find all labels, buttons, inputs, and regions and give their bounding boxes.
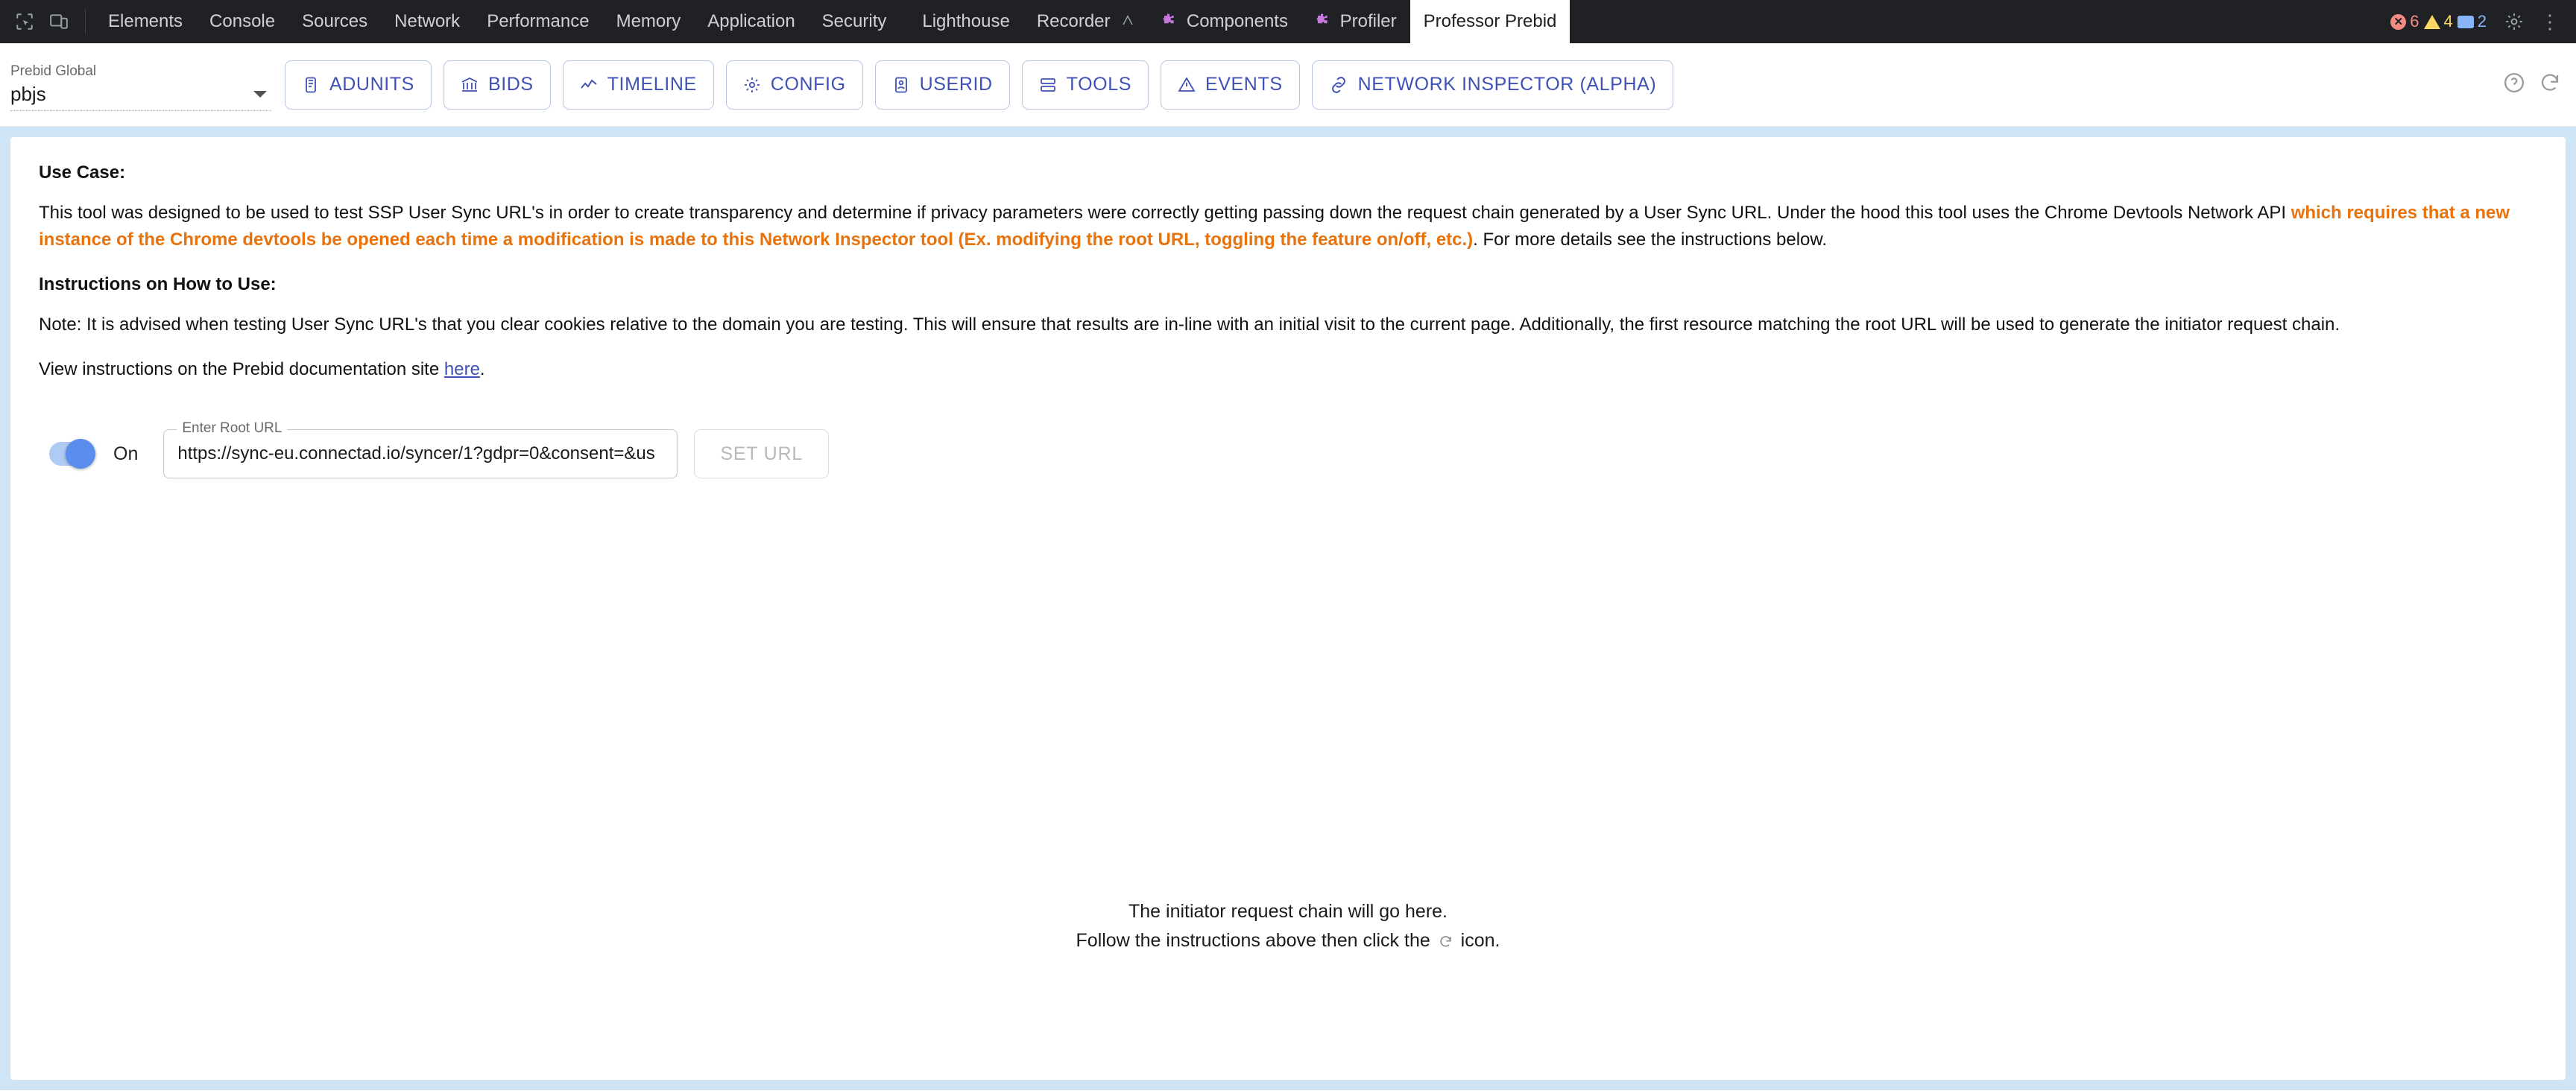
tab-bids[interactable] — [443, 60, 551, 110]
tab-label: Professor Prebid — [1423, 11, 1557, 31]
tab-timeline[interactable] — [563, 60, 714, 110]
react-puzzle-icon — [1161, 11, 1181, 31]
react-puzzle-icon — [1315, 11, 1334, 31]
help-circle-icon[interactable] — [2503, 72, 2525, 98]
prebid-toolbar — [0, 43, 2576, 127]
tab-label: CONFIG — [770, 74, 846, 95]
toggle-knob — [66, 439, 95, 469]
error-count: 6 — [2410, 12, 2419, 31]
documentation-suffix: . — [479, 359, 485, 379]
use-case-text-part2: . For more details see the instructions below. — [1473, 230, 1828, 250]
tab-label: Sources — [302, 11, 368, 31]
use-case-title: Use Case: — [39, 162, 126, 183]
gear-icon[interactable] — [2497, 4, 2531, 39]
prebid-tab-buttons — [285, 60, 1673, 110]
toolbar-actions — [2503, 72, 2561, 98]
tab-events[interactable] — [1161, 60, 1300, 110]
bank-icon — [461, 76, 479, 94]
userid-card-icon — [892, 76, 910, 94]
tab-label: ADUNITS — [329, 74, 414, 95]
prebid-global-value-row[interactable] — [10, 83, 271, 111]
placeholder-line-2 — [10, 926, 2566, 958]
network-inspector-panel — [10, 137, 2566, 1080]
adunits-icon — [302, 76, 320, 94]
warning-counter[interactable] — [2424, 12, 2453, 31]
recorder-icon — [1121, 11, 1134, 31]
prebid-global-select[interactable] — [10, 59, 271, 111]
network-inspector-toggle[interactable] — [49, 442, 95, 466]
use-case-warning-text: which requires that a new instance of the Chrome devtools be opened each time a modification is made to this Network Inspector tool (Ex. modifying the root URL, toggling the feature on/off, etc.) — [39, 203, 2510, 250]
tab-components[interactable] — [1148, 0, 1301, 43]
tab-network[interactable] — [381, 0, 473, 43]
tab-label: Elements — [108, 11, 183, 31]
placeholder-line-2-prefix: Follow the instructions above then click the — [1076, 929, 1436, 951]
devtools-toolbar — [0, 0, 2576, 43]
tab-label: Memory — [616, 11, 681, 31]
tab-security[interactable] — [809, 0, 900, 43]
refresh-icon[interactable] — [2539, 72, 2561, 98]
link-chain-icon — [1329, 75, 1348, 95]
issue-counters[interactable] — [2390, 12, 2487, 31]
tab-tools[interactable] — [1022, 60, 1149, 110]
page-frame — [0, 127, 2576, 1090]
tab-professor-prebid[interactable] — [1410, 0, 1570, 43]
use-case-text-part1: This tool was designed to be used to test SSP User Sync URL's in order to create transparency and determine if privacy parameters were correctly getting passing down the request chain generated by a User Sync URL. Under the hood this tool uses the Chrome Devtools Network API — [39, 203, 2291, 223]
tab-elements[interactable] — [95, 0, 196, 43]
tab-lighthouse[interactable] — [900, 0, 1023, 43]
tab-profiler[interactable] — [1301, 0, 1410, 43]
tab-network-inspector[interactable] — [1312, 60, 1674, 110]
tab-sources[interactable] — [288, 0, 381, 43]
tab-label: Console — [209, 11, 276, 31]
tab-performance[interactable] — [473, 0, 602, 43]
message-icon — [2457, 16, 2474, 28]
documentation-link[interactable]: here — [443, 359, 480, 379]
root-url-field — [163, 420, 678, 478]
tab-label: Lighthouse — [922, 11, 1010, 31]
device-toolbar-icon[interactable] — [42, 4, 76, 39]
use-case-paragraph — [39, 200, 2521, 253]
message-counter[interactable] — [2457, 12, 2487, 31]
inspect-element-icon[interactable] — [7, 4, 42, 39]
tab-label: BIDS — [487, 74, 534, 95]
tab-label: Application — [707, 11, 795, 31]
message-count: 2 — [2477, 12, 2487, 31]
root-url-control-row — [39, 420, 2537, 478]
tab-config[interactable] — [726, 60, 863, 110]
initiator-chain-placeholder — [10, 897, 2566, 958]
warning-icon — [2424, 15, 2440, 29]
tools-icon — [1039, 76, 1057, 94]
tab-console[interactable] — [196, 0, 288, 43]
tab-label: Profiler — [1339, 11, 1397, 31]
tab-memory[interactable] — [603, 0, 695, 43]
tab-application[interactable] — [694, 0, 808, 43]
tab-label: Performance — [487, 11, 590, 31]
tab-userid[interactable] — [875, 60, 1010, 110]
tab-label: EVENTS — [1205, 74, 1283, 95]
tab-label: Network — [394, 11, 461, 31]
instructions-note: Note: It is advised when testing User Sync URL's that you clear cookies relative to the domain you are testing. This will ensure that results are in-line with an initial visit to the current page. Additionally, the first resource matching the root URL will be used to generate the initiator request chain. — [39, 314, 2340, 335]
tab-label: NETWORK INSPECTOR (ALPHA) — [1357, 74, 1657, 95]
toolbar-divider — [85, 9, 86, 34]
toggle-state-label: On — [113, 443, 139, 464]
refresh-icon — [1439, 929, 1453, 958]
tab-label: TOOLS — [1066, 74, 1131, 95]
timeline-chart-icon — [580, 76, 598, 94]
root-url-legend: Enter Root URL — [177, 420, 287, 437]
prebid-global-value: pbjs — [10, 82, 46, 105]
tab-label: TIMELINE — [607, 74, 697, 95]
placeholder-line-2-suffix: icon. — [1455, 929, 1500, 951]
devtools-status-area — [2390, 4, 2569, 39]
devtools-tab-list — [95, 0, 1570, 43]
tab-adunits[interactable] — [285, 60, 432, 110]
instructions-title: Instructions on How to Use: — [39, 274, 277, 294]
gear-icon — [743, 76, 761, 94]
documentation-prefix: View instructions on the Prebid documentation site — [39, 359, 444, 379]
more-vertical-icon[interactable]: ⋮ — [2540, 10, 2560, 33]
set-url-button[interactable]: SET URL — [694, 429, 829, 478]
placeholder-line-1: The initiator request chain will go here. — [1128, 901, 1448, 922]
tab-label: Components — [1186, 11, 1288, 31]
error-counter[interactable] — [2390, 12, 2419, 31]
warning-triangle-icon — [1178, 76, 1196, 94]
chevron-down-icon — [253, 91, 267, 98]
warning-count: 4 — [2443, 12, 2453, 31]
error-icon: ✕ — [2390, 14, 2406, 30]
tab-label: Security — [821, 11, 887, 31]
tab-recorder[interactable] — [1023, 0, 1148, 43]
tab-label: Recorder — [1036, 11, 1111, 31]
documentation-line — [39, 356, 2521, 383]
prebid-global-label: Prebid Global — [10, 63, 97, 79]
tab-label: USERID — [919, 74, 993, 95]
